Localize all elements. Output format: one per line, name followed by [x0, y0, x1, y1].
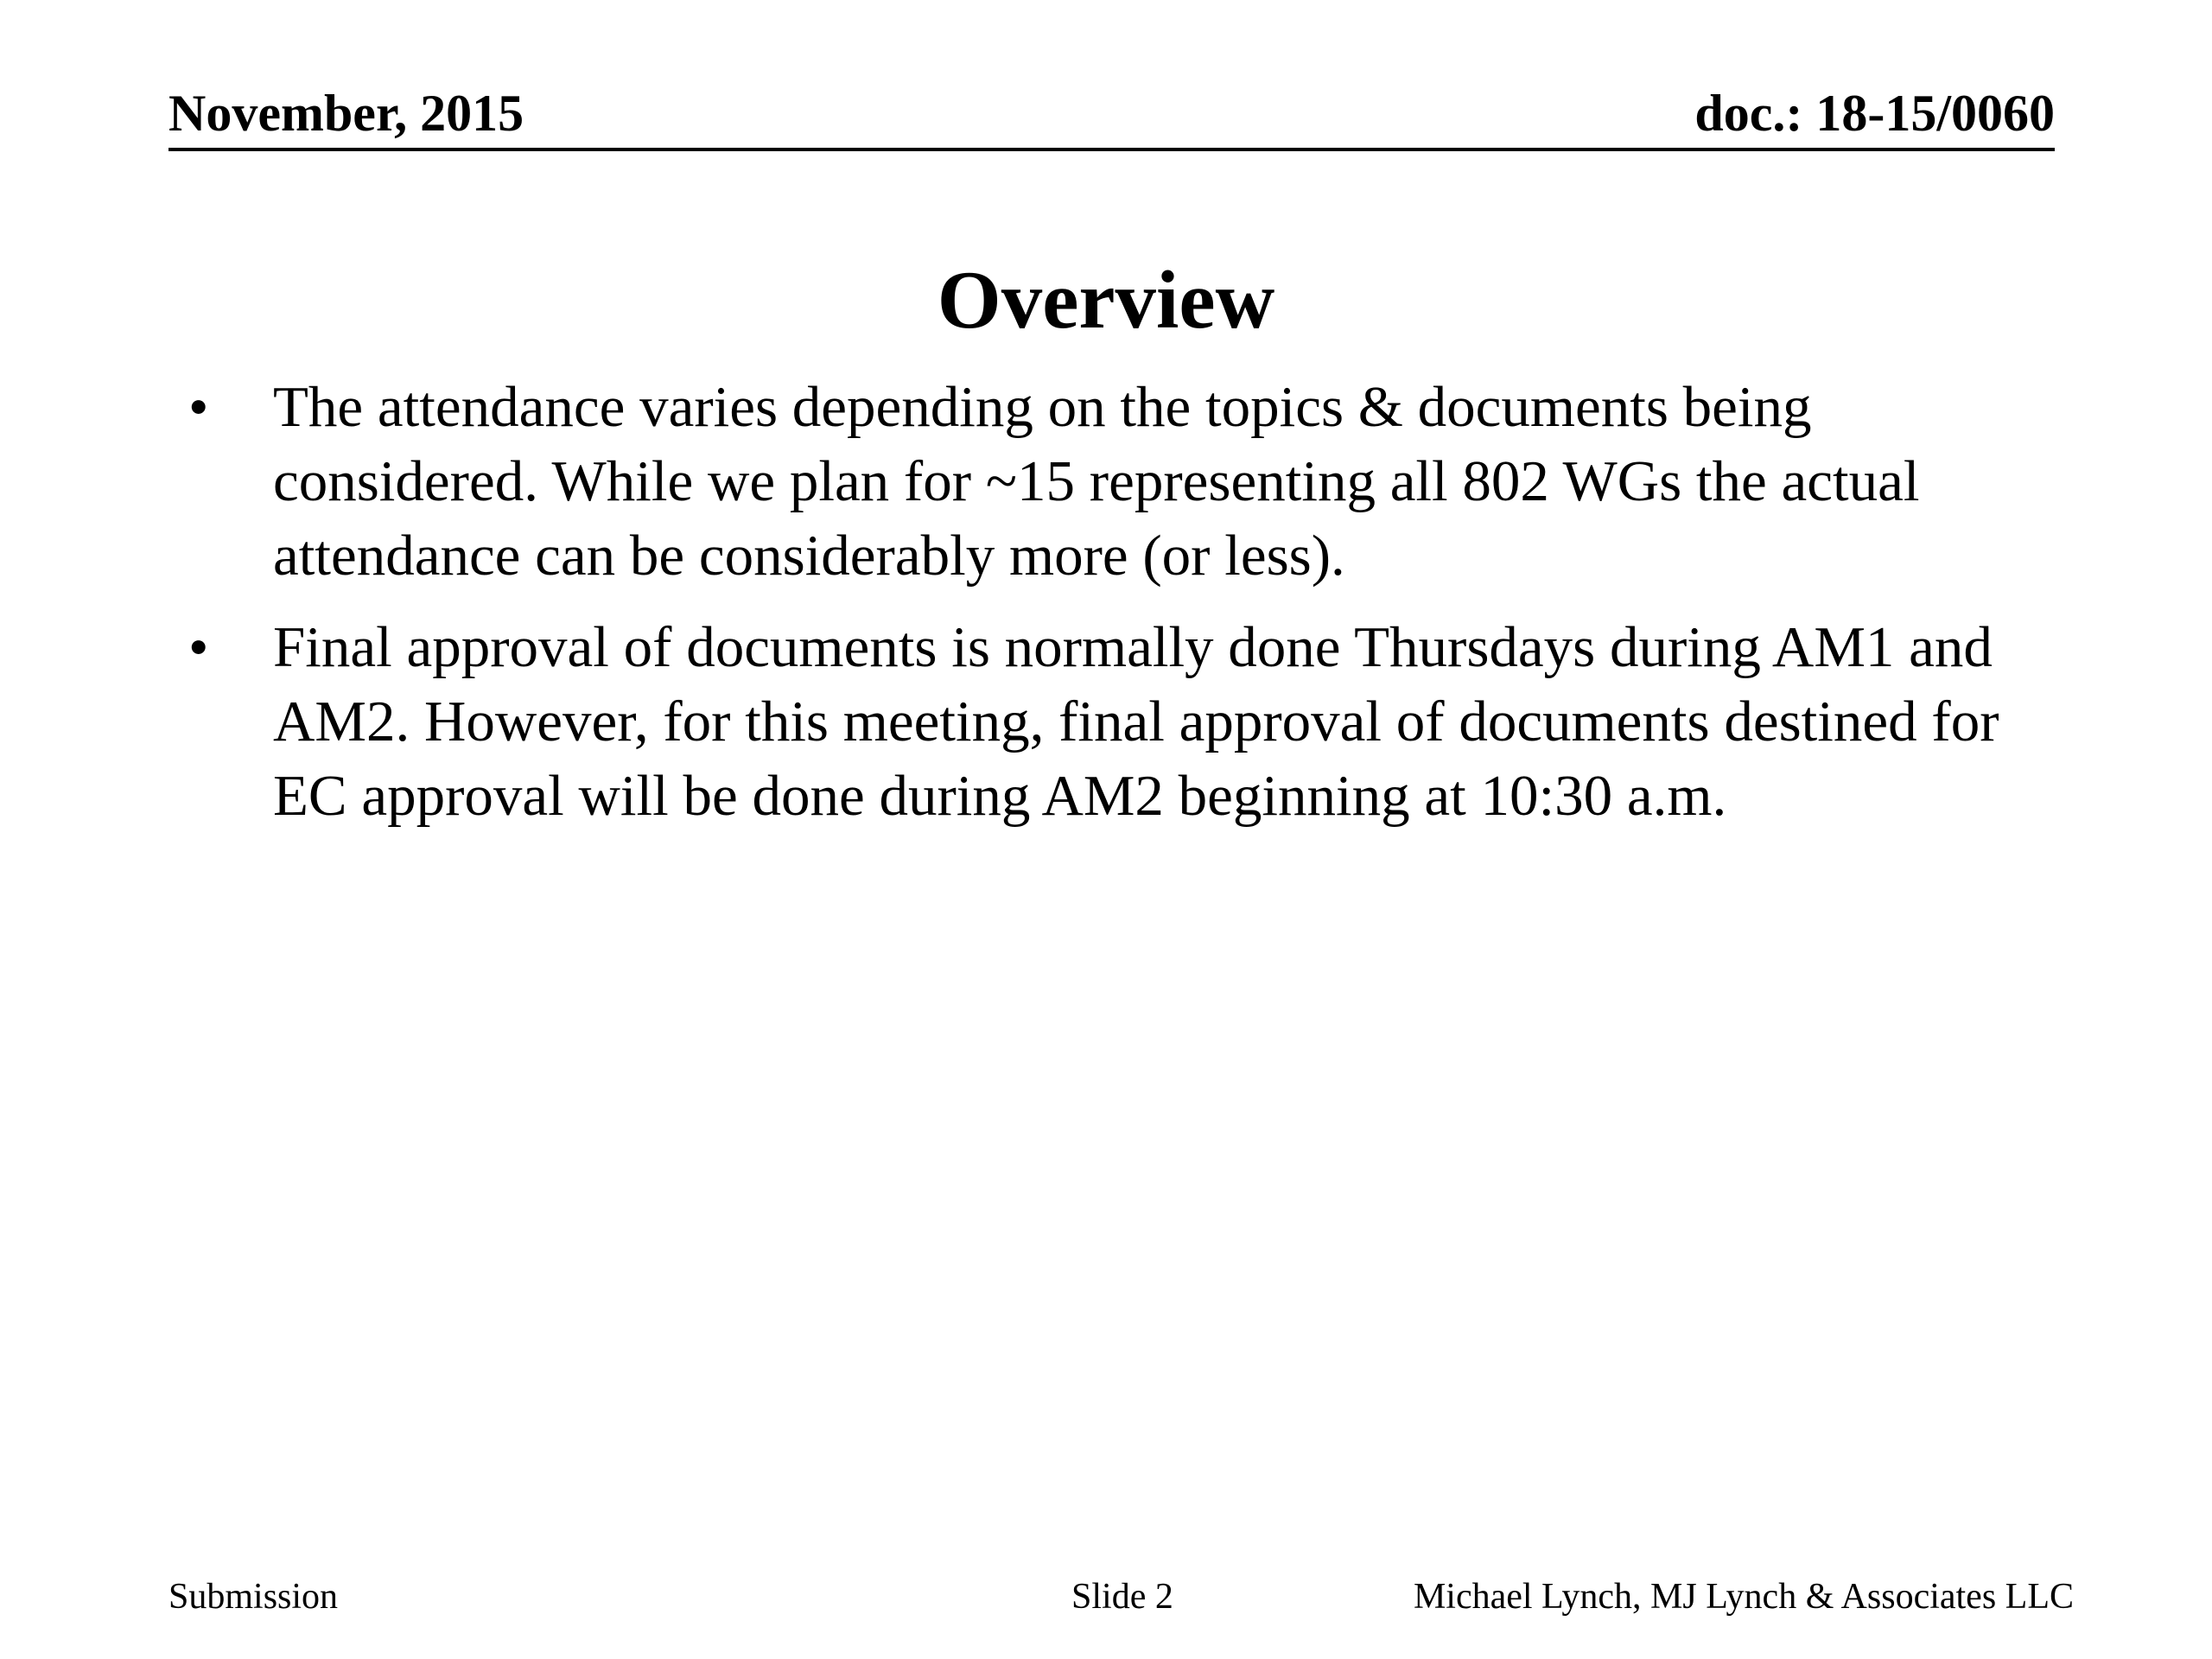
bullet-text: Final approval of documents is normally done Thursdays during AM1 and AM2. However, for this meeting, final approval of documents destined for EC approval will be done during AM2 beginning at 10:30 a.m. [273, 615, 1999, 828]
footer-author: Michael Lynch, MJ Lynch & Associates LLC [1413, 1577, 2074, 1617]
footer-submission: Submission [168, 1577, 339, 1617]
slide-header [168, 82, 2055, 151]
bullet-text: The attendance varies depending on the topics & documents being considered. While we plan for ~15 representing all 802 WGs the actual attendance can be considerably more (or less). [273, 375, 1920, 588]
bullet-item [173, 610, 2074, 833]
bullet-list [173, 370, 2074, 850]
header-date: November, 2015 [168, 85, 524, 142]
slide-title: Overview [937, 254, 1275, 346]
bullet-marker: • [188, 615, 209, 679]
bullet-item [173, 370, 2074, 593]
bullet-marker: • [188, 375, 209, 439]
footer-slide-number: Slide 2 [1071, 1577, 1173, 1617]
header-doc-number: doc.: 18-15/0060 [1694, 85, 2055, 142]
